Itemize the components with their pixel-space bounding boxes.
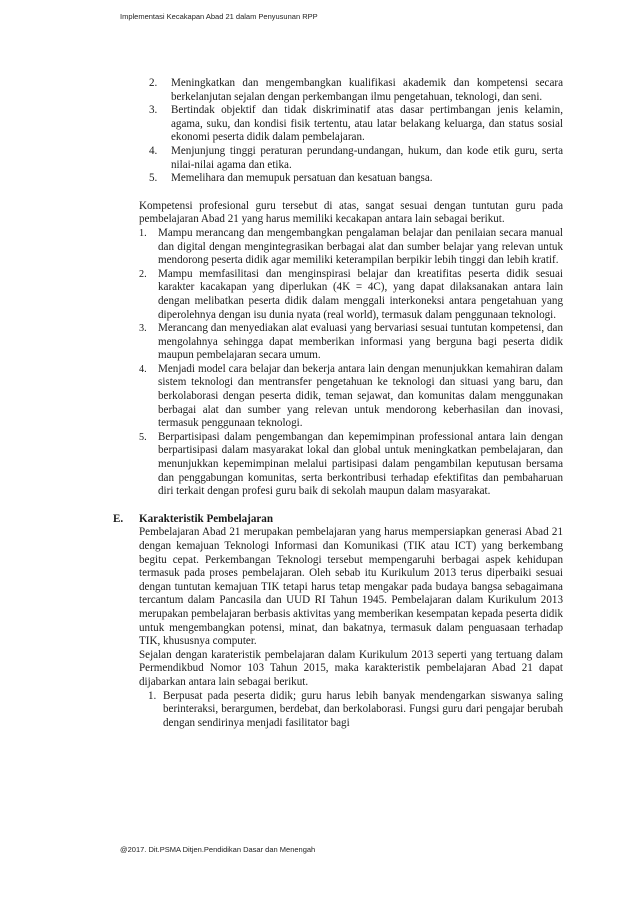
list-number: 3. — [149, 104, 158, 117]
list-item — [108, 690, 563, 731]
page-header: Implementasi Kecakapan Abad 21 dalam Penyusunan RPP — [120, 12, 318, 21]
characteristics-list — [108, 690, 563, 731]
list-item — [108, 104, 563, 145]
list-text: Meningkatkan dan mengembangkan kualifikasi akademik dan kompetensi secara berkelanjutan sejalan dengan perkembangan ilmu pengetahuan, teknologi, dan seni. — [171, 77, 563, 103]
list-number: 5. — [149, 172, 158, 185]
paragraph-competence: Kompetensi profesional guru tersebut di atas, sangat sesuai dengan tuntutan guru pada pembelajaran Abad 21 yang harus memiliki kecakapan antara lain sebagai berikut. — [139, 199, 563, 226]
list-text: Menjunjung tinggi peraturan perundang-undangan, hukum, dan kode etik guru, serta nilai-nilai agama dan etika. — [171, 144, 563, 171]
list-number: 2. — [139, 268, 147, 280]
list-text: Mampu merancang dan mengembangkan pengalaman belajar dan penilaian secara manual dan digital dengan mengintegrasikan berbagai alat dan sumber belajar yang relevan untuk mendorong peserta didik agar memiliki keterampilan berpikir lebih tinggi dan lebih kratif. — [158, 226, 563, 267]
list-text: Berpusat pada peserta didik; guru harus lebih banyak mendengarkan siswanya saling berinteraksi, berargumen, berdebat, dan berkolaborasi. Fungsi guru dari pengajar berubah dengan sendirinya menjadi fasilitator bagi — [163, 689, 563, 729]
professional-duties-list — [108, 77, 563, 186]
list-item — [108, 172, 563, 186]
list-item — [108, 145, 563, 172]
list-item — [108, 77, 563, 104]
list-text: Bertindak objektif dan tidak diskriminatif atas dasar pertimbangan jenis kelamin, agama, suku, dan kondisi fisik tertentu, atau latar belakang keluarga, dan status sosial ekonomi peserta didik dalam pembelajaran. — [171, 104, 563, 144]
section-letter: E. — [113, 512, 124, 525]
list-item — [108, 268, 563, 322]
list-item — [108, 322, 563, 363]
section-title: Karakteristik Pembelajaran — [139, 512, 274, 525]
list-item — [108, 431, 563, 499]
list-number: 5. — [139, 431, 147, 443]
list-item — [108, 227, 563, 268]
list-text: Memelihara dan memupuk persatuan dan kesatuan bangsa. — [171, 172, 433, 185]
teacher-skills-list — [108, 227, 563, 499]
list-number: 2. — [149, 77, 158, 89]
paragraph-characteristics: Pembelajaran Abad 21 merupakan pembelajaran yang harus mempersiapkan generasi Abad 21 dengan kemajuan Teknologi Informasi dan Komunikasi (TIK atau ICT) yang berkembang begitu cepat. Perkembangan Teknologi tersebut mempengaruhi berbagai aspek kehidupan termasuk pada proses pembelajaran. Oleh sebab itu Kurikulum 2013 terus diperbaiki sesuai dengan tuntutan kemajuan TIK tetapi harus tetap mengakar pada budaya bangsa sebagaimana tercantum dalam Pancasila dan UUD RI Tahun 1945. Pembelajaran dalam Kurikulum 2013 merupakan pembelajaran berbasis aktivitas yang memberikan kesempatan kepada peserta didik untuk mengembangkan potensi, minat, dan bakatnya, termasuk dalam penguasaan terhadap TIK, khususnya computer. — [139, 526, 563, 648]
list-text: Berpartisipasi dalam pengembangan dan kepemimpinan professional antara lain dengan berpartisipasi dalam masyarakat lokal dan global untuk meningkatkan pembelajaran, dan menunjukkan kepemimpinan melalui partisipasi dalam pengambilan keputusan bersama dan penggabungan komunitas, serta berkontribusi terhadap efektifitas dan pembaharuan diri terkait dengan profesi guru baik di sekolah maupun dalam masyarakat. — [158, 430, 563, 498]
list-number: 4. — [149, 144, 158, 157]
list-number: 4. — [139, 363, 147, 375]
list-number: 1. — [139, 227, 147, 239]
list-text: Mampu memfasilitasi dan menginspirasi belajar dan kreatifitas peserta didik sesuai karakter kacakapan yang diperlukan (4K = 4C), yang dapat dilaksanakan antara lain dengan melibatkan peserta didik dalam menggali interkoneksi antara pengetahuan yang diperolehnya dengan isu dunia nyata (real world), termasuk dalam penggunaan teknologi. — [158, 267, 563, 321]
list-number: 1. — [148, 689, 157, 702]
list-number: 3. — [139, 323, 147, 335]
page-footer: @2017. Dit.PSMA Ditjen.Pendidikan Dasar dan Menengah — [120, 845, 316, 854]
list-item — [108, 363, 563, 431]
paragraph-curriculum: Sejalan dengan karateristik pembelajaran dalam Kurikulum 2013 seperti yang tertuang dalam Permendikbud Nomor 103 Tahun 2015, maka karakteristik pembelajaran Abad 21 dapat dijabarkan antara lain sebagai berikut. — [139, 648, 563, 688]
list-text: Merancang dan menyediakan alat evaluasi yang bervariasi sesuai tuntutan kompetensi, dan mengolahnya sehingga dapat memberikan informasi yang berguna bagi peserta didik maupun pembelajaran secara umum. — [158, 322, 563, 362]
list-text: Menjadi model cara belajar dan bekerja antara lain dengan menunjukkan kemahiran dalam sistem teknologi dan mentransfer pengetahuan ke teknologi dan situasi yang baru, dan berkolaborasi dengan peserta didik, teman sejawat, dan komunitas dalam menggunakan berbagai alat dan sumber yang relevan untuk mendorong keberhasilan dan inovasi, termasuk penggunaan teknologi. — [158, 362, 563, 430]
document-body — [108, 77, 563, 730]
section-heading — [108, 513, 563, 527]
